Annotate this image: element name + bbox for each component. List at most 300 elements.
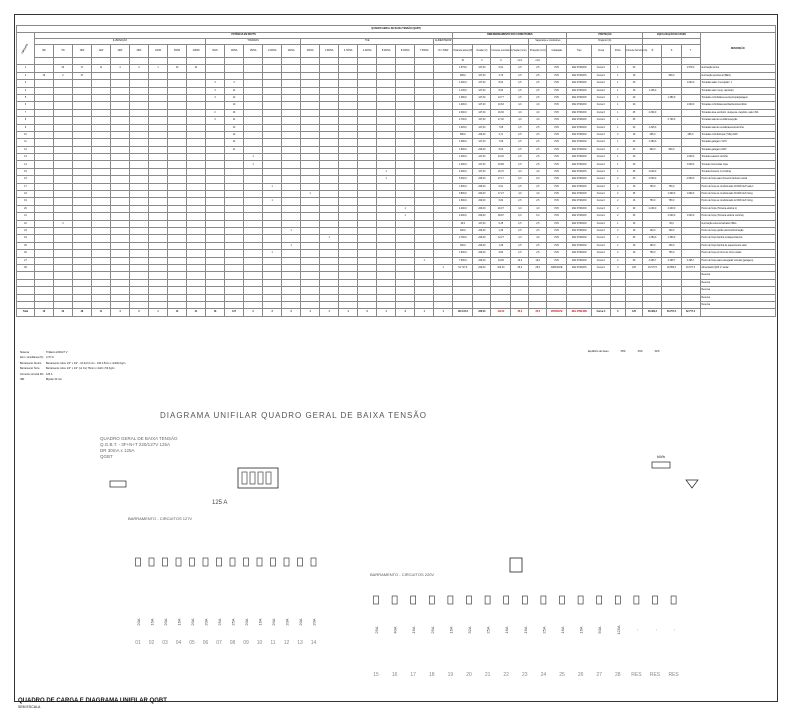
power-qty [415, 161, 434, 168]
row-description: Tomadas área escritório, despensa, depósito, sala 1 BA [700, 109, 775, 116]
left-circuit-number: 02 [148, 640, 155, 646]
table-row [17, 250, 776, 257]
table-row [17, 242, 776, 249]
power-col-header: 1.000VA [263, 45, 282, 58]
row-tipo: Mini DTM-DIN [567, 139, 592, 146]
right-circuit-breaker [653, 596, 658, 604]
power-qty [187, 213, 206, 220]
row-s: 25,0 [511, 264, 529, 271]
row-pr: 2,5 [529, 227, 547, 234]
circuit-id: 20 [17, 205, 35, 212]
power-qty [34, 65, 53, 72]
row-t [681, 242, 700, 249]
empty-cell [187, 272, 206, 279]
power-qty [53, 146, 72, 153]
row-ins: PVC [547, 235, 567, 242]
row-pr: 4,0 [529, 205, 547, 212]
power-qty [225, 264, 244, 271]
row-cn: 20 [625, 65, 643, 72]
power-qty [129, 213, 148, 220]
power-qty [129, 109, 148, 116]
power-qty [415, 227, 434, 234]
row-tipo: Mini DTM-DIN [567, 191, 592, 198]
empty-cell [53, 287, 72, 294]
unit-cell [567, 58, 592, 65]
circuit-id: 19 [17, 198, 35, 205]
power-qty [187, 168, 206, 175]
row-pr: 2,5 [529, 183, 547, 190]
reserve-row [17, 294, 776, 301]
unit-cell [434, 58, 453, 65]
power-qty [358, 102, 377, 109]
right-circuit-rating: 16A [504, 626, 510, 634]
power-qty [72, 154, 91, 161]
power-qty [168, 227, 187, 234]
empty-cell [206, 287, 225, 294]
empty-cell [434, 294, 453, 301]
power-qty [396, 154, 415, 161]
row-pol: 2 [611, 213, 626, 220]
power-qty [206, 131, 225, 138]
power-qty [34, 242, 53, 249]
power-qty [187, 242, 206, 249]
row-pol: 3 [611, 264, 626, 271]
empty-cell [263, 301, 282, 308]
row-cn: 25 [625, 117, 643, 124]
row-cn: 25 [625, 168, 643, 175]
power-qty: 11 [91, 65, 110, 72]
power-qty [168, 220, 187, 227]
power-col-header: 60VA [206, 45, 225, 58]
power-qty: 1 [263, 183, 282, 190]
empty-cell [358, 287, 377, 294]
row-r [643, 220, 662, 227]
power-qty [244, 139, 263, 146]
power-qty [282, 94, 301, 101]
row-tipo: Mini DTM-DIN [567, 161, 592, 168]
row-tipo: Mini DTM-DIN [567, 154, 592, 161]
row-cur: Curva C [592, 87, 611, 94]
empty-cell [53, 301, 72, 308]
row-ss: 1.900,0 [662, 191, 681, 198]
power-qty [434, 168, 453, 175]
power-qty [263, 131, 282, 138]
row-pol: 2 [611, 227, 626, 234]
row-tipo: Mini DTM-DIN [567, 242, 592, 249]
row-cur: Curva C [592, 191, 611, 198]
power-qty [168, 205, 187, 212]
row-r [643, 213, 662, 220]
sub-header-breaker: Disjuntor (A) [567, 39, 643, 45]
power-qty [168, 146, 187, 153]
power-qty [53, 154, 72, 161]
row-a: 6,61 [491, 65, 511, 72]
power-qty [396, 109, 415, 116]
row-t [681, 146, 700, 153]
left-circuit-breaker [230, 558, 235, 566]
row-description: Tomadas cozinha/copa (TUE) 220V [700, 131, 775, 138]
power-qty: 16 [225, 109, 244, 116]
power-qty [91, 235, 110, 242]
power-qty [187, 257, 206, 264]
power-qty [91, 102, 110, 109]
row-s: 2,5 [511, 154, 529, 161]
power-qty [149, 146, 168, 153]
power-qty [415, 191, 434, 198]
right-circuit-number: 15 [373, 672, 379, 678]
row-v: 127,00 [473, 124, 491, 131]
power-qty: 21 [187, 65, 206, 72]
power-qty [206, 183, 225, 190]
power-qty [72, 139, 91, 146]
power-qty [301, 183, 320, 190]
power-qty [434, 176, 453, 183]
row-pr: 6,0 [529, 176, 547, 183]
power-qty [53, 242, 72, 249]
power-qty [339, 235, 358, 242]
power-qty [415, 117, 434, 124]
empty-cell [34, 279, 53, 286]
row-cn: 20 [625, 94, 643, 101]
power-qty [282, 65, 301, 72]
power-qty [72, 264, 91, 271]
circuit-id: 18 [17, 191, 35, 198]
power-qty [72, 146, 91, 153]
power-qty [415, 220, 434, 227]
diagram-header-line: Q.G.B.T. - 3F+N+T 220/127V 125A [100, 442, 170, 447]
row-w: 1.579,0 [453, 65, 473, 72]
power-qty [434, 227, 453, 234]
power-qty [34, 139, 53, 146]
power-qty [225, 205, 244, 212]
row-s: 2,5 [511, 242, 529, 249]
power-qty [339, 117, 358, 124]
power-qty [225, 220, 244, 227]
right-circuit-rating: 25A [374, 626, 379, 634]
row-cur: Curva C [592, 72, 611, 79]
row-cn: 20 [625, 154, 643, 161]
power-qty [396, 117, 415, 124]
total-a: 111,00 [491, 309, 511, 316]
right-circuit-breaker [392, 596, 397, 604]
power-qty [301, 94, 320, 101]
right-circuit-breaker [522, 596, 527, 604]
power-qty [91, 198, 110, 205]
diagram-title: DIAGRAMA UNIFILAR QUADRO GERAL DE BAIXA TENSÃO [160, 411, 427, 420]
power-qty [339, 250, 358, 257]
power-qty: 2 [206, 109, 225, 116]
power-qty [415, 109, 434, 116]
power-qty [225, 154, 244, 161]
row-w: 4.400,0 [453, 205, 473, 212]
row-tipo: Mini DTM-DIN [567, 235, 592, 242]
empty-cell [377, 301, 396, 308]
empty-cell [244, 287, 263, 294]
row-cur: Curva C [592, 139, 611, 146]
right-circuit-breaker [467, 596, 472, 604]
power-qty [301, 109, 320, 116]
title-block [18, 698, 167, 709]
row-pol: 2 [611, 242, 626, 249]
power-qty [91, 109, 110, 116]
note-key: Sistema [20, 351, 30, 354]
row-r [643, 94, 662, 101]
power-qty [149, 117, 168, 124]
power-qty [72, 94, 91, 101]
circuit-id: 10 [17, 131, 35, 138]
row-r: 150,0 [643, 242, 662, 249]
power-qty [396, 220, 415, 227]
power-qty: 12 [225, 94, 244, 101]
total-qty: 1 [415, 309, 434, 316]
row-t [681, 72, 700, 79]
left-circuit-number: 03 [162, 640, 168, 646]
row-ins: PVC [547, 80, 567, 87]
power-qty [396, 139, 415, 146]
empty-cell [17, 301, 35, 308]
power-qty [263, 65, 282, 72]
empty-cell [301, 287, 320, 294]
power-qty [301, 176, 320, 183]
power-qty [396, 235, 415, 242]
power-qty: 3 [206, 87, 225, 94]
power-qty: 2 [53, 72, 72, 79]
power-qty [396, 191, 415, 198]
row-cn: 16 [625, 242, 643, 249]
table-row [17, 139, 776, 146]
power-qty [320, 213, 339, 220]
unit-cell [592, 58, 611, 65]
row-ins: PVC [547, 154, 567, 161]
power-qty [72, 213, 91, 220]
power-qty [187, 227, 206, 234]
right-circuit-breaker [560, 596, 565, 604]
unit-cell [547, 58, 567, 65]
row-a: 20,07 [491, 205, 511, 212]
empty-cell [396, 294, 415, 301]
footer-title: QUADRO DE CARGA E DIAGRAMA UNIFILAR QGBT [18, 698, 167, 704]
row-w: 51.717,6 [453, 264, 473, 271]
empty-cell [567, 272, 592, 279]
empty-cell [149, 272, 168, 279]
power-qty [91, 161, 110, 168]
left-circuit-rating: 20A [284, 618, 290, 626]
empty-cell [625, 301, 643, 308]
empty-cell [625, 287, 643, 294]
power-qty [187, 131, 206, 138]
circuit-id: 15 [17, 168, 35, 175]
empty-cell [320, 294, 339, 301]
power-qty [72, 176, 91, 183]
total-v: 220,00 [473, 309, 491, 316]
circuit-id: 5 [17, 94, 35, 101]
power-col-header: 15W [72, 45, 91, 58]
power-qty [72, 168, 91, 175]
power-qty [168, 242, 187, 249]
power-qty [301, 131, 320, 138]
row-cur: Curva C [592, 213, 611, 220]
power-col-header: 7W [53, 45, 72, 58]
empty-cell [415, 272, 434, 279]
row-ins: PVC [547, 124, 567, 131]
row-t [681, 109, 700, 116]
power-qty: 3 [225, 80, 244, 87]
left-circuit-number: 10 [256, 640, 263, 646]
row-cur: Curva C [592, 198, 611, 205]
right-circuit-number: 24 [540, 672, 547, 678]
power-qty [53, 191, 72, 198]
row-cur: Curva C [592, 242, 611, 249]
power-qty [358, 191, 377, 198]
power-qty [168, 198, 187, 205]
power-qty [72, 235, 91, 242]
table-row [17, 161, 776, 168]
power-qty [225, 242, 244, 249]
power-qty: 12 [225, 139, 244, 146]
row-s: 6,0 [511, 176, 529, 183]
power-qty [244, 87, 263, 94]
power-qty [282, 250, 301, 257]
row-pr: 2,5 [529, 250, 547, 257]
empty-cell [263, 287, 282, 294]
balance-label: Equilíbrio de fases [588, 350, 609, 353]
circuit-id: 17 [17, 183, 35, 190]
power-qty [377, 227, 396, 234]
power-qty [263, 161, 282, 168]
power-qty: 10 [168, 65, 187, 72]
row-ins: PVC [547, 87, 567, 94]
empty-cell [643, 287, 662, 294]
row-a: 12,27 [491, 235, 511, 242]
power-qty [34, 87, 53, 94]
row-ss: 1.350,0 [662, 235, 681, 242]
power-qty [206, 264, 225, 271]
row-a: 17,27 [491, 191, 511, 198]
power-qty [320, 146, 339, 153]
power-qty [282, 183, 301, 190]
power-qty [206, 102, 225, 109]
power-qty [34, 198, 53, 205]
power-qty [434, 117, 453, 124]
power-qty [282, 72, 301, 79]
power-col-header: 300VA [301, 45, 320, 58]
unit-cell [206, 58, 225, 65]
power-qty [415, 198, 434, 205]
power-qty [34, 183, 53, 190]
total-qty: 1 [320, 309, 339, 316]
row-ss: 1.000,0 [662, 213, 681, 220]
power-qty [34, 220, 53, 227]
left-circuit-number: 08 [229, 640, 236, 646]
calc-col-header: Curva [592, 45, 611, 58]
power-qty [149, 213, 168, 220]
reserve-label: Reserva [700, 294, 775, 301]
empty-cell [339, 301, 358, 308]
calc-col-header: T [681, 45, 700, 58]
row-s: 2,5 [511, 250, 529, 257]
circuit-id: 26 [17, 250, 35, 257]
right-circuit-number: 18 [429, 672, 435, 678]
right-circuit-rating: 125A [615, 625, 621, 635]
power-qty [320, 139, 339, 146]
power-qty [263, 139, 282, 146]
power-qty [129, 146, 148, 153]
power-qty [358, 65, 377, 72]
empty-cell [34, 301, 53, 308]
note-line [20, 377, 320, 382]
row-w: 7.500,0 [453, 257, 473, 264]
right-circuit-rating: 16A [448, 626, 454, 634]
power-qty [129, 198, 148, 205]
power-qty [263, 168, 282, 175]
power-qty [415, 80, 434, 87]
empty-cell [547, 287, 567, 294]
table-row [17, 124, 776, 131]
power-qty [282, 205, 301, 212]
power-qty [415, 235, 434, 242]
power-qty [244, 80, 263, 87]
right-circuit-breaker [671, 596, 676, 604]
power-qty [149, 109, 168, 116]
row-description: Tomadas cozinha/acesso/banheiro/escritório [700, 102, 775, 109]
total-qty: 10 [168, 309, 187, 316]
power-qty [168, 102, 187, 109]
power-qty [282, 146, 301, 153]
empty-cell [91, 279, 110, 286]
empty-cell [662, 301, 681, 308]
left-circuit-rating: 25A [217, 618, 222, 626]
row-pol: 2 [611, 198, 626, 205]
power-qty [225, 183, 244, 190]
row-pol: 2 [611, 250, 626, 257]
power-col-header: 200VA [282, 45, 301, 58]
row-v: 127,00 [473, 80, 491, 87]
power-qty [301, 102, 320, 109]
empty-cell [473, 294, 491, 301]
power-qty [225, 176, 244, 183]
power-qty [91, 250, 110, 257]
power-qty [168, 72, 187, 79]
empty-cell [643, 301, 662, 308]
empty-cell [547, 301, 567, 308]
empty-cell [72, 287, 91, 294]
power-qty: 3 [53, 220, 72, 227]
row-w: 45,0 [453, 220, 473, 227]
row-cur: Curva C [592, 109, 611, 116]
power-qty [149, 227, 168, 234]
row-t: 1.579,0 [681, 65, 700, 72]
power-qty [415, 250, 434, 257]
row-tipo: Mini DTM-DIN [567, 183, 592, 190]
power-qty [149, 264, 168, 271]
empty-cell [511, 279, 529, 286]
power-qty [396, 72, 415, 79]
empty-cell [396, 287, 415, 294]
power-qty [377, 139, 396, 146]
power-qty [110, 227, 129, 234]
power-qty [358, 94, 377, 101]
power-qty [168, 264, 187, 271]
row-v: 220,00 [473, 198, 491, 205]
row-ss: 45,0 [662, 220, 681, 227]
empty-cell [415, 294, 434, 301]
row-pol: 1 [611, 72, 626, 79]
row-v: 127,00 [473, 102, 491, 109]
power-qty [187, 80, 206, 87]
power-qty [187, 87, 206, 94]
power-qty [320, 176, 339, 183]
row-ss: 2.700,0 [662, 117, 681, 124]
